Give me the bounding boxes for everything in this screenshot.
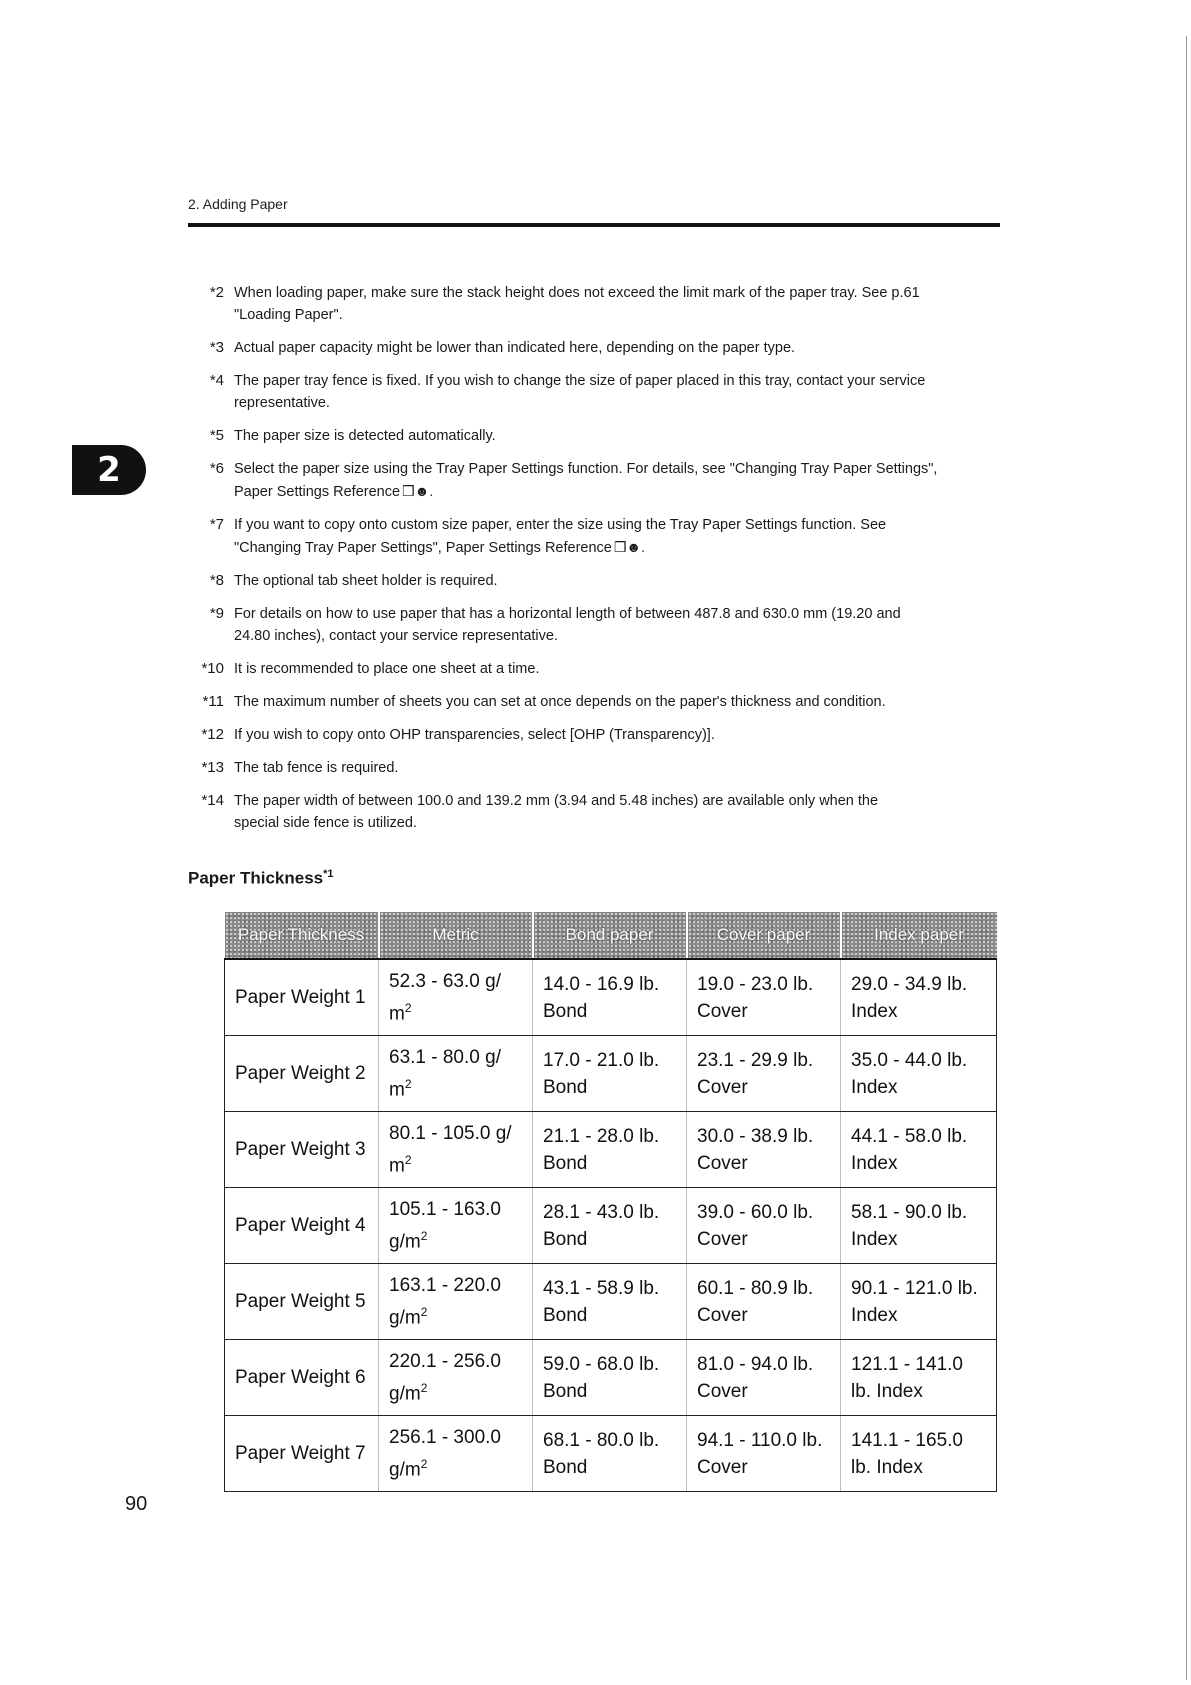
footnote-text: The tab fence is required. bbox=[234, 760, 399, 776]
paper-weight-label: Paper Weight 2 bbox=[225, 1036, 379, 1112]
footnote-text: If you want to copy onto custom size paper, enter the size using the Tray Paper Settings function. See bbox=[234, 517, 887, 533]
margin-rule bbox=[1186, 36, 1187, 1680]
bond-cell bbox=[533, 1188, 687, 1264]
footnote-marker: *5 bbox=[209, 427, 224, 444]
footnote-item bbox=[186, 691, 1006, 713]
cover-value: 19.0 - 23.0 lb. bbox=[697, 973, 814, 995]
metric-cell bbox=[379, 1188, 533, 1264]
bond-value: 28.1 - 43.0 lb. bbox=[543, 1201, 660, 1223]
metric-exponent: 2 bbox=[404, 1000, 412, 1015]
bond-unit: Bond bbox=[543, 1076, 588, 1098]
index-unit: lb. Index bbox=[851, 1456, 923, 1478]
section-title bbox=[188, 868, 334, 889]
running-header: 2. Adding Paper bbox=[188, 196, 288, 212]
bond-value: 43.1 - 58.9 lb. bbox=[543, 1277, 660, 1299]
bond-unit: Bond bbox=[543, 1000, 588, 1022]
cover-unit: Cover bbox=[697, 1456, 748, 1478]
cover-unit: Cover bbox=[697, 1152, 748, 1174]
index-value: 141.1 - 165.0 bbox=[851, 1429, 963, 1451]
table-row bbox=[225, 1188, 997, 1264]
metric-exponent: 2 bbox=[420, 1380, 428, 1395]
paper-thickness-table bbox=[224, 912, 997, 1492]
metric-unit: m bbox=[389, 1079, 405, 1101]
footnote-item bbox=[186, 658, 1006, 680]
section-title-text: Paper Thickness bbox=[188, 868, 324, 888]
bond-value: 17.0 - 21.0 lb. bbox=[543, 1049, 660, 1071]
index-value: 35.0 - 44.0 lb. bbox=[851, 1049, 968, 1071]
bond-cell bbox=[533, 1036, 687, 1112]
cover-cell bbox=[687, 1416, 841, 1492]
metric-exponent: 2 bbox=[404, 1152, 412, 1167]
index-cell bbox=[841, 1264, 997, 1340]
table-row bbox=[225, 1112, 997, 1188]
index-value: 121.1 - 141.0 bbox=[851, 1353, 963, 1375]
footnote-text: For details on how to use paper that has a horizontal length of between 487.8 and 630.0 mm (19.20 and bbox=[234, 606, 901, 622]
section-title-footnote: *1 bbox=[323, 868, 334, 880]
footnote-marker: *6 bbox=[209, 460, 224, 477]
metric-exponent: 2 bbox=[420, 1228, 428, 1243]
bond-value: 14.0 - 16.9 lb. bbox=[543, 973, 660, 995]
index-value: 90.1 - 121.0 lb. bbox=[851, 1277, 978, 1299]
footnote-item bbox=[186, 425, 1006, 447]
metric-value: 63.1 - 80.0 g/ bbox=[389, 1046, 501, 1068]
metric-value: 220.1 - 256.0 bbox=[389, 1350, 501, 1372]
metric-exponent: 2 bbox=[420, 1304, 428, 1319]
bond-cell bbox=[533, 1112, 687, 1188]
metric-value: 52.3 - 63.0 g/ bbox=[389, 970, 501, 992]
metric-value: 80.1 - 105.0 g/ bbox=[389, 1122, 512, 1144]
table-row bbox=[225, 959, 997, 1036]
cover-value: 39.0 - 60.0 lb. bbox=[697, 1201, 814, 1223]
metric-unit: m bbox=[389, 1003, 405, 1025]
footnote-item bbox=[186, 790, 1006, 834]
header-bond-paper: Bond paper bbox=[533, 912, 687, 959]
footnote-list bbox=[186, 282, 1006, 845]
footnote-marker: *14 bbox=[201, 792, 224, 809]
table-row bbox=[225, 1036, 997, 1112]
footnote-marker: *13 bbox=[201, 759, 224, 776]
cover-unit: Cover bbox=[697, 1076, 748, 1098]
bond-cell bbox=[533, 1416, 687, 1492]
bond-unit: Bond bbox=[543, 1456, 588, 1478]
cover-value: 94.1 - 110.0 lb. bbox=[697, 1429, 823, 1451]
metric-value: 163.1 - 220.0 bbox=[389, 1274, 501, 1296]
footnote-marker: *8 bbox=[209, 572, 224, 589]
paper-weight-label: Paper Weight 1 bbox=[225, 959, 379, 1036]
bond-value: 21.1 - 28.0 lb. bbox=[543, 1125, 660, 1147]
footnote-text: The paper width of between 100.0 and 139.2 mm (3.94 and 5.48 inches) are available only when the bbox=[234, 793, 879, 809]
bond-unit: Bond bbox=[543, 1152, 588, 1174]
footnote-marker: *12 bbox=[201, 726, 224, 743]
metric-unit: m bbox=[389, 1155, 405, 1177]
cover-unit: Cover bbox=[697, 1380, 748, 1402]
metric-unit: g/m bbox=[389, 1459, 421, 1481]
metric-cell bbox=[379, 1036, 533, 1112]
metric-cell bbox=[379, 959, 533, 1036]
footnote-marker: *10 bbox=[201, 660, 224, 677]
metric-cell bbox=[379, 1264, 533, 1340]
metric-exponent: 2 bbox=[420, 1456, 428, 1471]
cover-cell bbox=[687, 1188, 841, 1264]
footnote-text: The paper tray fence is fixed. If you wish to change the size of paper placed in this tray, contact your service bbox=[234, 373, 926, 389]
cover-unit: Cover bbox=[697, 1304, 748, 1326]
paper-weight-label: Paper Weight 7 bbox=[225, 1416, 379, 1492]
footnote-marker: *7 bbox=[209, 516, 224, 533]
cover-unit: Cover bbox=[697, 1228, 748, 1250]
index-unit: Index bbox=[851, 1076, 898, 1098]
cover-unit: Cover bbox=[697, 1000, 748, 1022]
metric-unit: g/m bbox=[389, 1307, 421, 1329]
index-unit: lb. Index bbox=[851, 1380, 923, 1402]
index-cell bbox=[841, 1036, 997, 1112]
index-cell bbox=[841, 1188, 997, 1264]
footnote-item bbox=[186, 514, 1006, 559]
metric-exponent: 2 bbox=[404, 1076, 412, 1091]
index-value: 44.1 - 58.0 lb. bbox=[851, 1125, 968, 1147]
footnote-marker: *11 bbox=[202, 693, 224, 710]
metric-value: 256.1 - 300.0 bbox=[389, 1426, 501, 1448]
cover-value: 30.0 - 38.9 lb. bbox=[697, 1125, 814, 1147]
footnote-text: When loading paper, make sure the stack height does not exceed the limit mark of the paper tray. See p.61 bbox=[234, 285, 920, 301]
metric-unit: g/m bbox=[389, 1383, 421, 1405]
paper-weight-label: Paper Weight 6 bbox=[225, 1340, 379, 1416]
footnote-item bbox=[186, 282, 1006, 326]
footnote-text: "Changing Tray Paper Settings", Paper Settings Reference bbox=[234, 540, 612, 556]
reference-book-icon: ❒☻. bbox=[613, 539, 646, 555]
reference-book-icon: ❒☻. bbox=[402, 483, 434, 499]
paper-weight-label: Paper Weight 3 bbox=[225, 1112, 379, 1188]
bond-cell bbox=[533, 1264, 687, 1340]
footnote-marker: *9 bbox=[209, 605, 224, 622]
bond-value: 68.1 - 80.0 lb. bbox=[543, 1429, 660, 1451]
metric-cell bbox=[379, 1112, 533, 1188]
index-cell bbox=[841, 1112, 997, 1188]
header-metric: Metric bbox=[379, 912, 533, 959]
index-unit: Index bbox=[851, 1000, 898, 1022]
index-cell bbox=[841, 959, 997, 1036]
index-unit: Index bbox=[851, 1152, 898, 1174]
footnote-item bbox=[186, 458, 1006, 503]
metric-unit: g/m bbox=[389, 1231, 421, 1253]
footnote-text: Paper Settings Reference bbox=[234, 484, 401, 500]
metric-cell bbox=[379, 1416, 533, 1492]
footnote-marker: *4 bbox=[209, 372, 224, 389]
footnote-text: It is recommended to place one sheet at a time. bbox=[234, 661, 540, 677]
index-unit: Index bbox=[851, 1304, 898, 1326]
footnote-item bbox=[186, 757, 1006, 779]
cover-value: 81.0 - 94.0 lb. bbox=[697, 1353, 814, 1375]
bond-unit: Bond bbox=[543, 1380, 588, 1402]
table-header-row bbox=[225, 912, 997, 959]
index-cell bbox=[841, 1340, 997, 1416]
footnote-text: The paper size is detected automatically. bbox=[234, 428, 496, 444]
footnote-text: The optional tab sheet holder is required. bbox=[234, 573, 498, 589]
header-rule bbox=[188, 223, 1000, 227]
footnote-text: Actual paper capacity might be lower than indicated here, depending on the paper type. bbox=[234, 340, 796, 356]
footnote-text: special side fence is utilized. bbox=[234, 815, 417, 831]
table-row bbox=[225, 1340, 997, 1416]
index-value: 29.0 - 34.9 lb. bbox=[851, 973, 968, 995]
cover-value: 60.1 - 80.9 lb. bbox=[697, 1277, 814, 1299]
metric-cell bbox=[379, 1340, 533, 1416]
footnote-text: "Loading Paper". bbox=[234, 307, 343, 323]
paper-weight-label: Paper Weight 5 bbox=[225, 1264, 379, 1340]
chapter-tab: 2 bbox=[72, 445, 146, 495]
index-value: 58.1 - 90.0 lb. bbox=[851, 1201, 968, 1223]
table-row bbox=[225, 1416, 997, 1492]
footnote-item bbox=[186, 724, 1006, 746]
cover-value: 23.1 - 29.9 lb. bbox=[697, 1049, 814, 1071]
footnote-item bbox=[186, 337, 1006, 359]
footnote-text: Select the paper size using the Tray Paper Settings function. For details, see "Changing Tray Paper Settings", bbox=[234, 461, 938, 477]
footnote-text: If you wish to copy onto OHP transparencies, select [OHP (Transparency)]. bbox=[234, 727, 715, 743]
paper-weight-label: Paper Weight 4 bbox=[225, 1188, 379, 1264]
cover-cell bbox=[687, 959, 841, 1036]
header-cover-paper: Cover paper bbox=[687, 912, 841, 959]
footnote-item bbox=[186, 370, 1006, 414]
footnote-marker: *3 bbox=[209, 339, 224, 356]
cover-cell bbox=[687, 1112, 841, 1188]
bond-cell bbox=[533, 1340, 687, 1416]
cover-cell bbox=[687, 1036, 841, 1112]
footnote-text: The maximum number of sheets you can set at once depends on the paper's thickness and condition. bbox=[234, 694, 886, 710]
bond-cell bbox=[533, 959, 687, 1036]
footnote-text: representative. bbox=[234, 395, 330, 411]
index-cell bbox=[841, 1416, 997, 1492]
footnote-marker: *2 bbox=[209, 284, 224, 301]
index-unit: Index bbox=[851, 1228, 898, 1250]
footnote-text: 24.80 inches), contact your service representative. bbox=[234, 628, 558, 644]
cover-cell bbox=[687, 1340, 841, 1416]
footnote-item bbox=[186, 570, 1006, 592]
table-row bbox=[225, 1264, 997, 1340]
bond-unit: Bond bbox=[543, 1304, 588, 1326]
bond-unit: Bond bbox=[543, 1228, 588, 1250]
header-paper-thickness: Paper Thickness bbox=[225, 912, 379, 959]
metric-value: 105.1 - 163.0 bbox=[389, 1198, 501, 1220]
header-index-paper: Index paper bbox=[841, 912, 997, 959]
cover-cell bbox=[687, 1264, 841, 1340]
page-number: 90 bbox=[125, 1493, 148, 1515]
bond-value: 59.0 - 68.0 lb. bbox=[543, 1353, 660, 1375]
footnote-item bbox=[186, 603, 1006, 647]
